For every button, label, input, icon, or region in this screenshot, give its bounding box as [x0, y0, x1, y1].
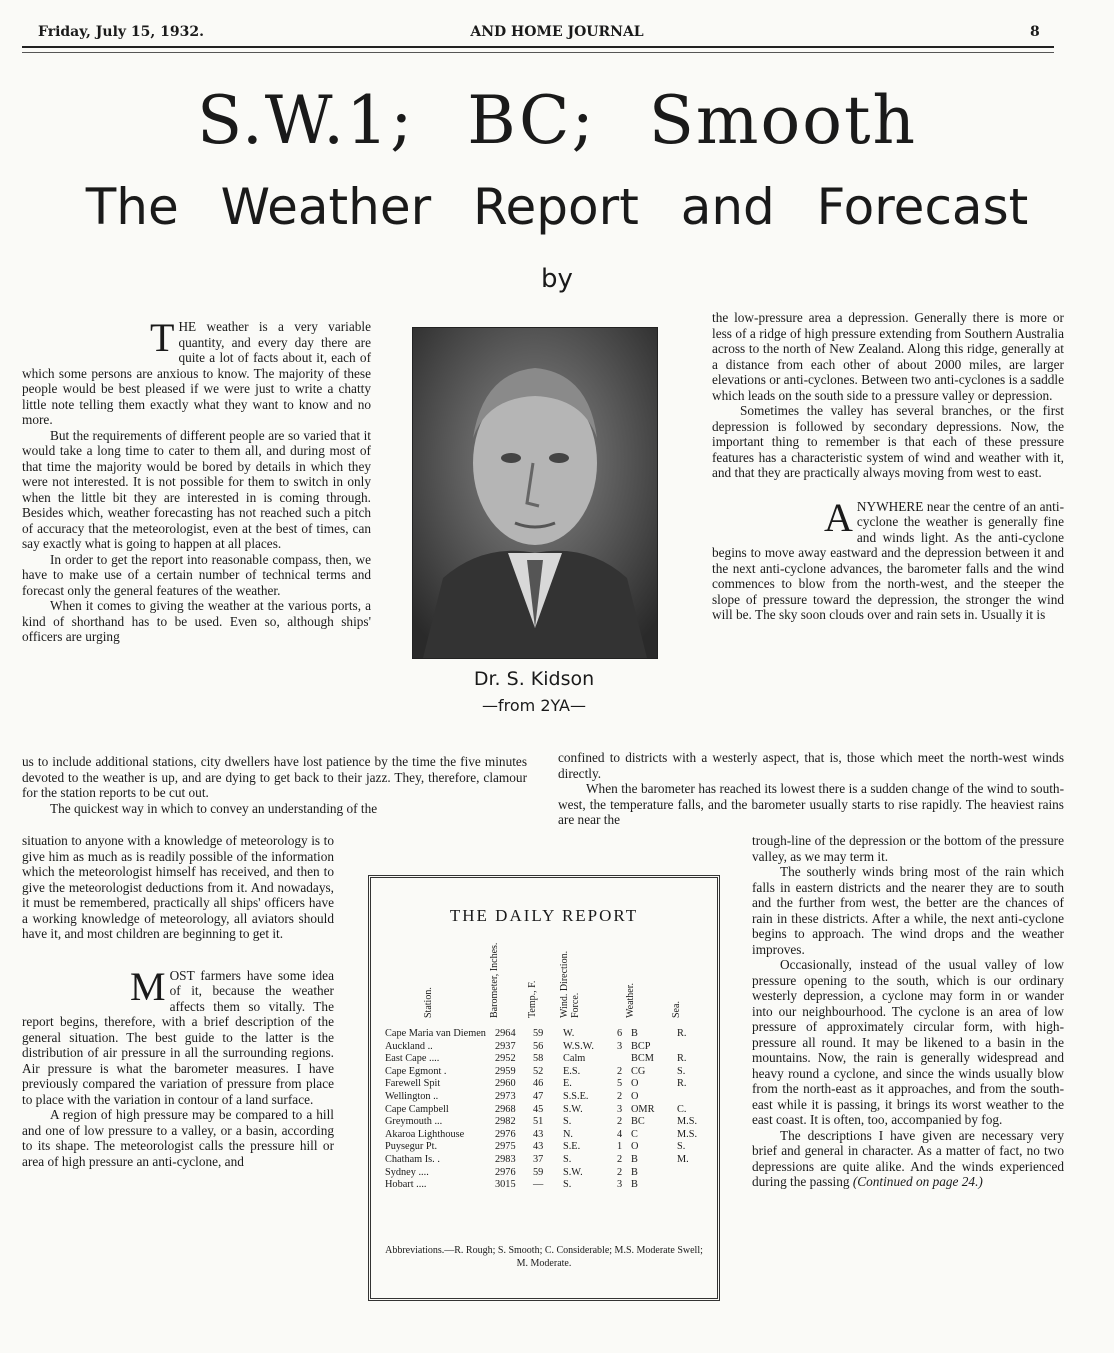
table-cell-weather: BC: [631, 1116, 645, 1128]
table-cell-dir: S.W.: [563, 1103, 583, 1115]
table-cell-station: Wellington ..: [385, 1090, 439, 1102]
table-cell-baro: 2960: [495, 1078, 516, 1090]
table-cell-baro: 2983: [495, 1153, 516, 1165]
table-cell-dir: S.S.E.: [563, 1090, 589, 1102]
table-cell-force: 3: [617, 1179, 623, 1191]
column-right-wide: [558, 750, 1064, 828]
table-cell-weather: OMR: [631, 1103, 655, 1115]
table-cell-temp: 58: [533, 1053, 544, 1065]
daily-report-box: [368, 875, 720, 1301]
table-cell-sea: [677, 1041, 707, 1054]
table-cell-weather: B: [631, 1179, 638, 1191]
table-cell-baro: 3015: [495, 1179, 516, 1191]
table-cell-sea: S.: [677, 1141, 686, 1153]
table-cell-station: Cape Campbell: [385, 1103, 449, 1115]
table-cell-force: [617, 1053, 631, 1066]
table-cell-baro: 2952: [495, 1053, 516, 1065]
table-cell-force: 4: [617, 1128, 623, 1140]
para-requirements: But the requirements of different people are so varied that it would take a long time to cater to them all, and during most of that time the majority would be bored by details in which they were not interested. It is not possible for them to switch in only when the little bit they are interested in is coming through. Besides which, weather forecasting has not reached such a pitch of accuracy that the meteorologist, even at the best of times, can say exactly what is going to happen at all places.: [22, 427, 371, 551]
table-cell-force: 2: [617, 1116, 623, 1128]
para-technical-terms: In order to get the report into reasonable compass, then, we have to make use of a certain number of technical terms and forecast only the general features of the weather.: [22, 551, 371, 598]
table-cell-baro: 2968: [495, 1103, 516, 1115]
table-cell-weather: B: [631, 1028, 638, 1039]
table-row: [385, 1028, 707, 1041]
header-rule: [22, 46, 1054, 48]
table-cell-dir: S.E.: [563, 1141, 581, 1153]
table-cell-temp: 46: [533, 1078, 544, 1090]
table-cell-force: 2: [617, 1153, 623, 1165]
table-cell-station: Cape Egmont .: [385, 1065, 447, 1077]
table-cell-station: Cape Maria van Diemen: [385, 1028, 486, 1039]
table-cell-weather: O: [631, 1078, 639, 1090]
table-cell-weather: C: [631, 1128, 638, 1140]
table-row: [385, 1041, 707, 1054]
table-cell-dir: S.: [563, 1179, 572, 1191]
table-cell-baro: 2964: [495, 1028, 516, 1039]
table-cell-weather: B: [631, 1153, 638, 1165]
table-cell-baro: 2976: [495, 1128, 516, 1140]
para-quickest-way: The quickest way in which to convey an understanding of the: [50, 800, 378, 816]
table-cell-station: Farewell Spit: [385, 1078, 441, 1090]
table-cell-temp: 43: [533, 1128, 544, 1140]
para-valley-branches: Sometimes the valley has several branches, or the first depression is followed by secondary depressions. Now, the important thing to remember is that each of these pressure features has a characteristic system of wind and weather with it, and that they are practically always moving from west to east.: [712, 403, 1064, 480]
para-low-pressure: the low-pressure area a depression. Generally there is more or less of a ridge of high pressure extending from Southern Australia across to the north of New Zealand. Along this ridge, generally at a distance from each other of about 2000 miles, are larger elevations or anti-cyclones. Between two anti-cyclones is a saddle which leads on the south side to a pressure valley or depression.: [712, 310, 1064, 403]
byline-by: by: [541, 264, 573, 294]
table-cell-baro: 2937: [495, 1040, 516, 1052]
continued-note: (Continued on page 24.): [852, 1174, 983, 1189]
table-row: [385, 1129, 707, 1142]
col-header-wind: Wind. Direction. Force.: [559, 950, 581, 1018]
table-row: [385, 1116, 707, 1129]
table-row: [385, 1104, 707, 1117]
table-cell-station: Sydney ....: [385, 1166, 429, 1178]
table-cell-force: 5: [617, 1078, 623, 1090]
para-ships-officers: us to include additional stations, city dwellers have lost patience by the time the five minutes devoted to the weather is up, and are dying to get back to their jazz. They, therefore, clamour for the station reports to be cut out.: [22, 754, 527, 800]
table-row: [385, 1066, 707, 1079]
table-cell-station: Hobart ....: [385, 1179, 427, 1191]
journal-name: AND HOME JOURNAL: [470, 24, 644, 40]
para-intro: HE weather is a very variable quantity, and every day there are quite a lot of facts about it, each of which some persons are anxious to know. The majority of these people would be best pleased if we were just to write a chatty little note telling them exactly what they want to know and no more.: [22, 319, 371, 427]
table-cell-baro: 2982: [495, 1116, 516, 1128]
article-subheadline: The Weather Report and Forecast: [85, 178, 1029, 236]
table-cell-temp: 37: [533, 1153, 544, 1165]
table-cell-sea: M.S.: [677, 1116, 698, 1128]
table-cell-temp: 45: [533, 1103, 544, 1115]
para-trough-line: trough-line of the depression or the bottom of the pressure valley, as we may term it.: [752, 833, 1064, 864]
col-header-station: Station.: [423, 987, 434, 1018]
table-cell-sea: [677, 1179, 707, 1192]
table-cell-force: 2: [617, 1065, 623, 1077]
issue-date: Friday, July 15, 1932.: [38, 24, 204, 40]
column-left-upper: [22, 315, 371, 645]
portrait-illustration: [413, 328, 657, 658]
table-cell-dir: S.: [563, 1116, 572, 1128]
table-cell-temp: 51: [533, 1116, 544, 1128]
table-cell-dir: E.: [563, 1078, 572, 1090]
table-row: [385, 1053, 707, 1066]
table-cell-dir: W.S.W.: [563, 1040, 594, 1052]
table-cell-weather: B: [631, 1166, 638, 1178]
col-header-barometer: Barometer, Inches.: [489, 942, 500, 1018]
table-row: [385, 1091, 707, 1104]
para-farmers: OST farmers have some idea of it, because the weather affects them so vitally. The report begins, therefore, with a brief description of the general situation. The best guide to the latter is the distribution of air pressure in all the surrounding regions. Air pressure is what the barometer measures. I have previously compared the variation of pressure from place to place with the variation in contour of a land surface.: [22, 967, 334, 1107]
para-westerly-aspect: confined to districts with a westerly aspect, that is, those which meet the north-west winds directly.: [558, 750, 1064, 781]
column-right-upper: [712, 310, 1064, 623]
article-headline: S.W.1; BC; Smooth: [196, 82, 918, 159]
table-cell-force: 2: [617, 1090, 623, 1102]
table-cell-station: Puysegur Pt.: [385, 1141, 438, 1153]
table-cell-temp: 43: [533, 1141, 544, 1153]
abbreviations-note: Abbreviations.—R. Rough; S. Smooth; C. Considerable; M.S. Moderate Swell; M. Moderate.: [385, 1245, 703, 1269]
table-cell-sea: R.: [677, 1078, 687, 1090]
table-cell-sea: M.S.: [677, 1128, 698, 1140]
table-cell-force: 3: [617, 1040, 623, 1052]
table-cell-station: Auckland ..: [385, 1040, 433, 1052]
column-right-lower: [752, 833, 1064, 1190]
portrait-photo: [412, 327, 658, 659]
table-cell-dir: E.S.: [563, 1065, 581, 1077]
table-cell-dir: S.: [563, 1153, 572, 1165]
table-cell-temp: 59: [533, 1028, 544, 1039]
para-southerly-winds: The southerly winds bring most of the rain which falls in eastern districts and the nearer they are to south and the further from west, the better are the chances of rain in these districts. After a while, the next anti-cyclone begins to approach. The wind drops and the weather improves.: [752, 864, 1064, 957]
table-cell-temp: 56: [533, 1040, 544, 1052]
table-cell-baro: 2976: [495, 1166, 516, 1178]
table-cell-temp: —: [533, 1179, 544, 1191]
daily-report-title: THE DAILY REPORT: [449, 906, 639, 925]
table-cell-force: 3: [617, 1103, 623, 1115]
table-cell-dir: N.: [563, 1128, 574, 1140]
table-row: [385, 1154, 707, 1167]
para-barometer-lowest: When the barometer has reached its lowest there is a sudden change of the wind to south-west, the temperature falls, and the barometer usually starts to rise rapidly. The heaviest rains are near the: [558, 781, 1064, 827]
table-row: [385, 1179, 707, 1192]
table-cell-weather: O: [631, 1141, 639, 1153]
table-cell-dir: Calm: [563, 1053, 586, 1065]
para-anticyclone: NYWHERE near the centre of an anti-cyclone the weather is generally fine and winds light. As the anti-cyclone begins to move away eastward and the depression between it and the next anti-cyclone advances, the barometer falls and the wind commences to blow from the north-west, and the steeper the slope of pressure toward the depression, the stronger the wind will be. The sky soon clouds over and rain sets in. Usually it is: [712, 498, 1064, 622]
table-cell-sea: S.: [677, 1065, 686, 1077]
table-cell-baro: 2973: [495, 1090, 516, 1102]
portrait-caption-name: Dr. S. Kidson: [473, 668, 595, 690]
table-cell-weather: BCP: [631, 1040, 651, 1052]
table-cell-temp: 52: [533, 1065, 544, 1077]
table-cell-dir: W.: [563, 1028, 575, 1039]
table-cell-station: Greymouth ...: [385, 1116, 443, 1128]
table-cell-station: East Cape ....: [385, 1053, 440, 1065]
table-cell-sea: C.: [677, 1103, 687, 1115]
table-cell-temp: 47: [533, 1090, 544, 1102]
table-cell-station: Chatham Is. .: [385, 1153, 440, 1165]
col-header-temp: Temp., F.: [527, 980, 538, 1018]
drop-cap-t: T: [150, 315, 175, 360]
column-wide-text: [22, 754, 527, 816]
para-shorthand: When it comes to giving the weather at the various ports, a kind of shorthand has to be used. Even so, although ships' officers are urging: [22, 598, 371, 644]
table-cell-temp: 59: [533, 1166, 544, 1178]
table-cell-dir: S.W.: [563, 1166, 583, 1178]
column-left-lower: [22, 833, 334, 1169]
daily-report-table: [385, 1028, 707, 1192]
table-row: [385, 1078, 707, 1091]
para-descriptions: The descriptions I have given are necessary very brief and general in character. As a matter of fact, no two depressions are quite alike. And the winds experienced during the passing: [752, 1127, 1064, 1189]
table-cell-force: 2: [617, 1166, 623, 1178]
para-high-pressure: A region of high pressure may be compared to a hill and one of low pressure to a valley, or a basin, according to its shape. The meteorologist calls the pressure hill or area of high pressure an anti-cyclone, and: [22, 1107, 334, 1169]
table-row: [385, 1167, 707, 1180]
portrait-caption-station: —from 2YA—: [482, 696, 586, 715]
header-rule-thin: [22, 52, 1054, 53]
col-header-sea: Sea.: [671, 1001, 682, 1018]
para-situation: situation to anyone with a knowledge of meteorology is to give him as much as is readily possible of the information which the meteorologist himself has received, and then to give the meteorologist deductions from it. And nowadays, it must be remembered, practically all ships' officers have a working knowledge of meteorology, all aviators should have it, and most children are beginning to get it.: [22, 833, 334, 941]
col-header-weather: Weather.: [625, 982, 636, 1018]
para-cyclone: Occasionally, instead of the usual valley of low pressure opening to the south, which is our ordinary westerly depression, a cyclone may form in or wander into our neighbourhood. The cyclone is an area of low pressure of approximately circular form, with high-pressure all round. It may be likened to a basin in the mountains. Now, the rain is generally widespread and heavy round a cyclone, and since the winds usually blow from the north-east as it approaches, and from the south-east while it is passing, it brings its worst weather to the east coast. It is often, too, accompanied by fog.: [752, 957, 1064, 1127]
drop-cap-m: M: [130, 963, 166, 1009]
drop-cap-a: A: [824, 494, 853, 540]
table-cell-weather: CG: [631, 1065, 646, 1077]
page-number: 8: [1030, 24, 1040, 40]
table-cell-sea: M.: [677, 1153, 689, 1165]
table-row: [385, 1141, 707, 1154]
table-cell-force: 6: [617, 1028, 623, 1039]
table-cell-sea: R.: [677, 1053, 687, 1065]
table-cell-force: 1: [617, 1141, 623, 1153]
table-cell-sea: R.: [677, 1028, 687, 1039]
table-cell-weather: BCM: [631, 1053, 654, 1065]
table-cell-weather: O: [631, 1090, 639, 1102]
table-cell-station: Akaroa Lighthouse: [385, 1128, 465, 1140]
table-cell-sea: [677, 1091, 707, 1104]
table-cell-sea: [677, 1167, 707, 1180]
table-cell-baro: 2959: [495, 1065, 516, 1077]
table-cell-baro: 2975: [495, 1141, 516, 1153]
